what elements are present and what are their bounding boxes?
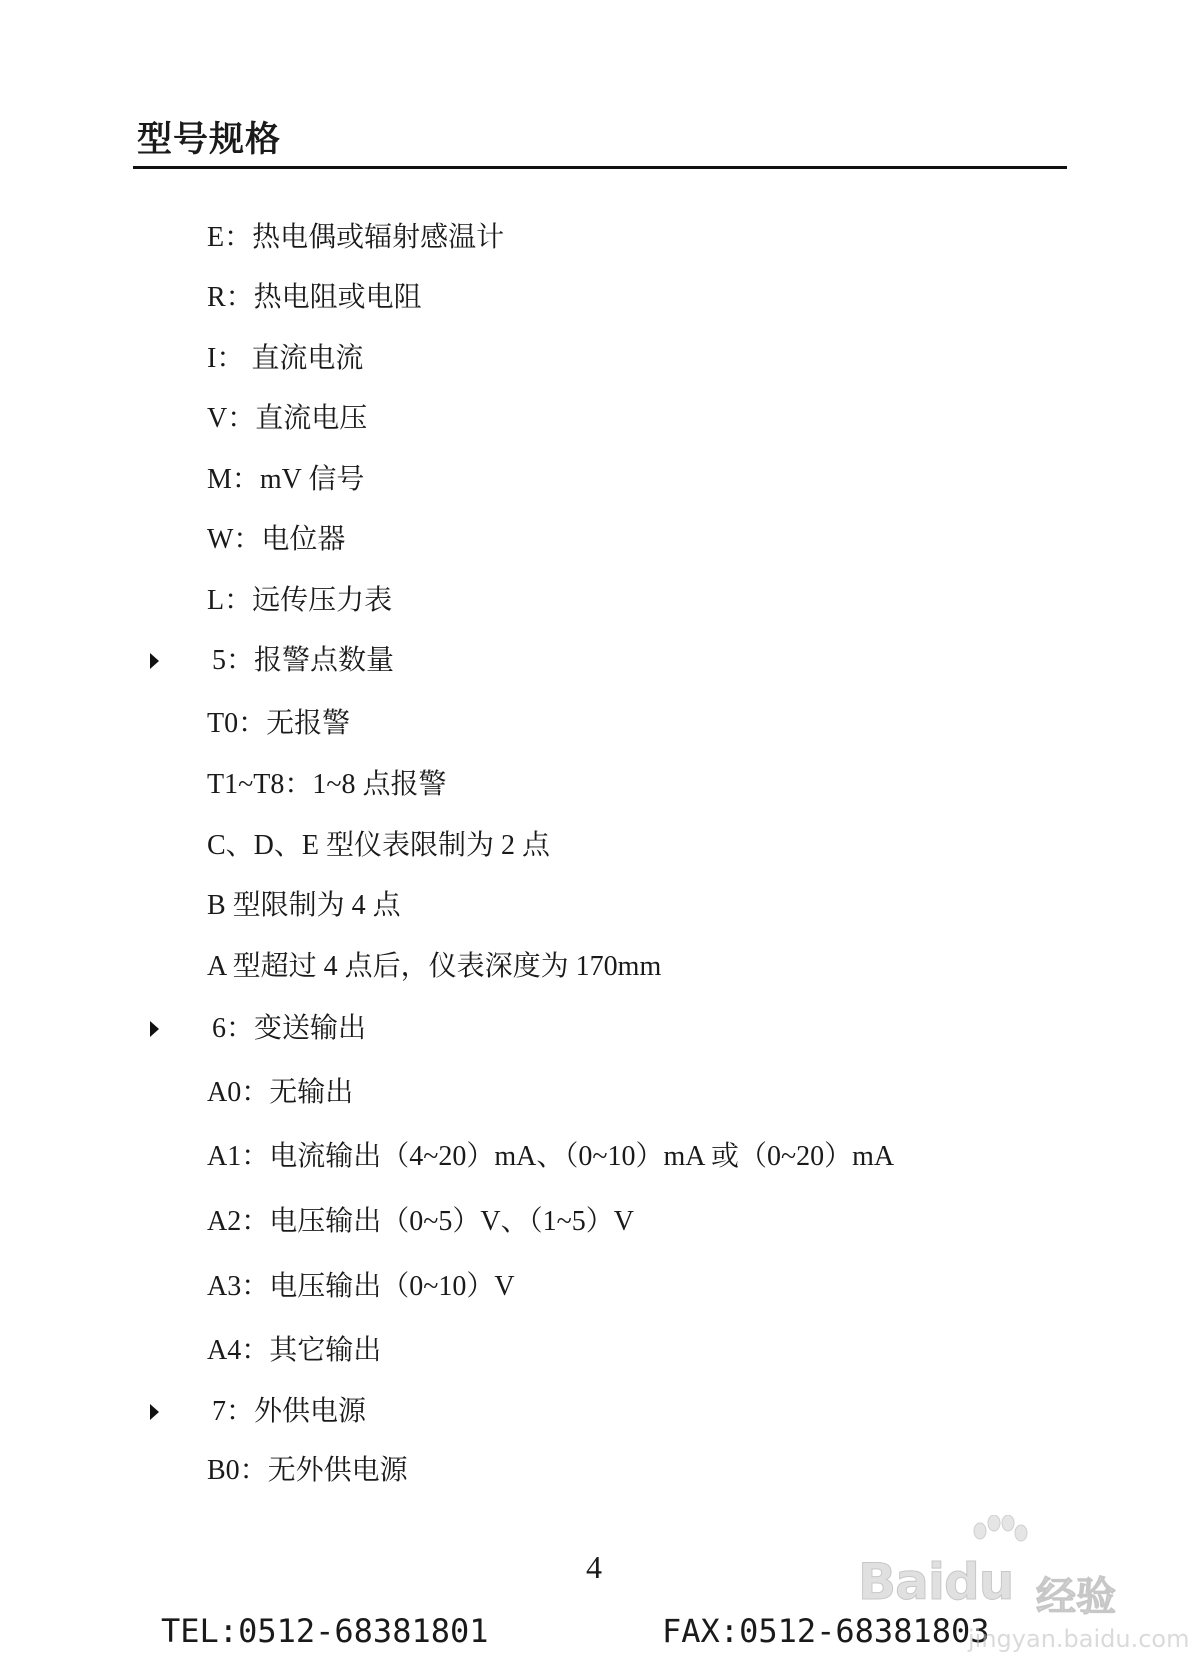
spec-line: C、D、E 型仪表限制为 2 点 — [207, 830, 551, 861]
footer-fax: FAX:0512-68381803 — [662, 1612, 990, 1650]
spec-line: A 型超过 4 点后，仪表深度为 170mm — [207, 951, 662, 982]
spec-line: I： 直流电流 — [207, 343, 364, 374]
spec-line: M：mV 信号 — [207, 464, 365, 495]
spec-line: A0：无输出 — [207, 1077, 354, 1108]
spec-line: E：热电偶或辐射感温计 — [207, 222, 505, 253]
title-divider — [133, 166, 1067, 169]
spec-line: A1：电流输出（4~20）mA、（0~10）mA 或（0~20）mA — [207, 1141, 895, 1172]
section-heading-alarm: 5：报警点数量 — [212, 645, 395, 676]
footer-tel: TEL:0512-68381801 — [161, 1612, 489, 1650]
spec-line: T0：无报警 — [207, 708, 351, 739]
watermark-url: jingyan.baidu.com — [968, 1625, 1190, 1653]
spec-line: V：直流电压 — [207, 403, 368, 434]
spec-line: A2：电压输出（0~5）V、（1~5）V — [207, 1206, 634, 1237]
watermark-sub: 经验 — [1036, 1574, 1116, 1620]
spec-line: R：热电阻或电阻 — [207, 282, 422, 313]
spec-line: T1~T8：1~8 点报警 — [207, 769, 447, 800]
bullet-arrow-icon — [150, 1021, 159, 1037]
page-title: 型号规格 — [137, 120, 282, 160]
baidu-watermark — [858, 1515, 1190, 1665]
bullet-arrow-icon — [150, 1404, 159, 1420]
spec-line: A4：其它输出 — [207, 1335, 382, 1366]
bullet-arrow-icon — [150, 653, 159, 669]
page-number: 4 — [586, 1549, 602, 1585]
section-heading-output: 6：变送输出 — [212, 1013, 367, 1044]
spec-line: B 型限制为 4 点 — [207, 890, 401, 921]
spec-line: A3：电压输出（0~10）V — [207, 1271, 515, 1302]
section-heading-power: 7：外供电源 — [212, 1396, 367, 1427]
spec-line: W：电位器 — [207, 524, 346, 555]
watermark-logo: Baidu — [858, 1553, 1014, 1611]
spec-line: L：远传压力表 — [207, 585, 393, 616]
spec-line: B0：无外供电源 — [207, 1455, 408, 1486]
